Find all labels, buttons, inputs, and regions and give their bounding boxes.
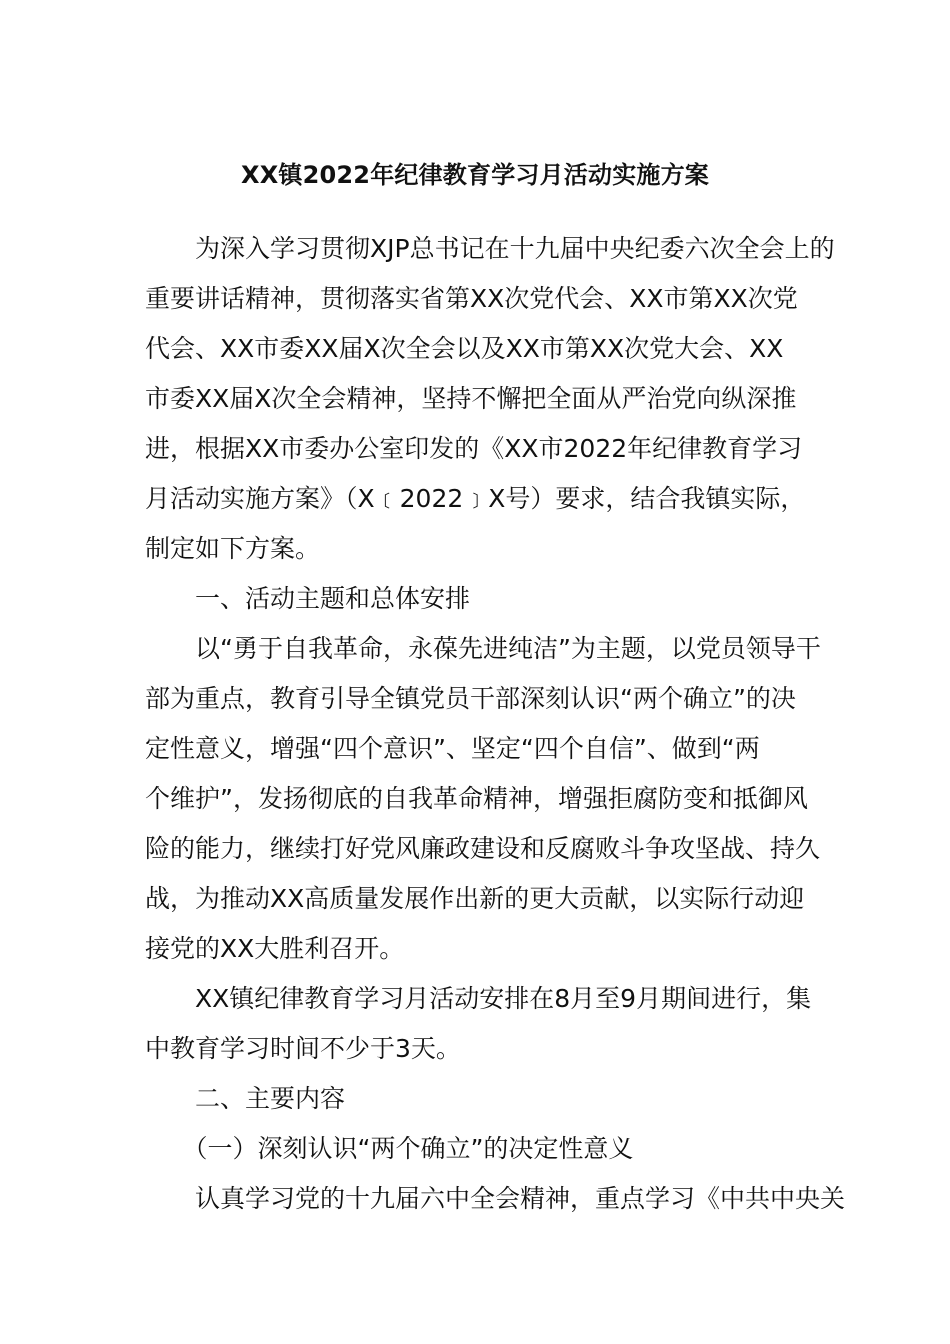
body-line: 个维护”，发扬彻底的自我革命精神，增强拒腐防变和抵御风 (145, 784, 808, 813)
body-line: 以“勇于自我革命，永葆先进纯洁”为主题，以党员领导干 (145, 634, 821, 663)
document-body (145, 224, 846, 1224)
body-line: 为深入学习贯彻XJP总书记在十九届中央纪委六次全会上的 (145, 234, 835, 263)
document-title: XX镇2022年纪律教育学习月活动实施方案 (240, 161, 709, 189)
body-line: 接党的XX大胜利召开。 (145, 934, 405, 963)
body-line: XX镇纪律教育学习月活动安排在8月至9月期间进行，集 (145, 984, 812, 1013)
body-line: 认真学习党的十九届六中全会精神，重点学习《中共中央关 (145, 1184, 846, 1213)
body-line: 险的能力，继续打好党风廉政建设和反腐败斗争攻坚战、持久 (145, 834, 821, 863)
body-line: 重要讲话精神，贯彻落实省第XX次党代会、XX市第XX次党 (145, 284, 798, 313)
body-line: 部为重点，教育引导全镇党员干部深刻认识“两个确立”的决 (145, 684, 796, 713)
body-line: 中教育学习时间不少于3天。 (145, 1034, 461, 1063)
body-line: 进，根据XX市委办公室印发的《XX市2022年纪律教育学习 (145, 434, 803, 463)
body-line: 市委XX届X次全会精神，坚持不懈把全面从严治党向纵深推 (145, 384, 797, 413)
body-line: 制定如下方案。 (145, 534, 321, 563)
body-line: 战，为推动XX高质量发展作出新的更大贡献，以实际行动迎 (145, 884, 805, 913)
body-line: 代会、XX市委XX届X次全会以及XX市第XX次党大会、XX (145, 334, 784, 363)
subsection-heading-1: （一）深刻认识“两个确立”的决定性意义 (145, 1134, 634, 1163)
body-line: 定性意义，增强“四个意识”、坚定“四个自信”、做到“两 (145, 734, 760, 763)
section-heading-2: 二、主要内容 (145, 1084, 346, 1113)
section-heading-1: 一、活动主题和总体安排 (145, 584, 471, 613)
body-line: 月活动实施方案》（X﹝2022﹞X号）要求，结合我镇实际， (145, 484, 806, 513)
